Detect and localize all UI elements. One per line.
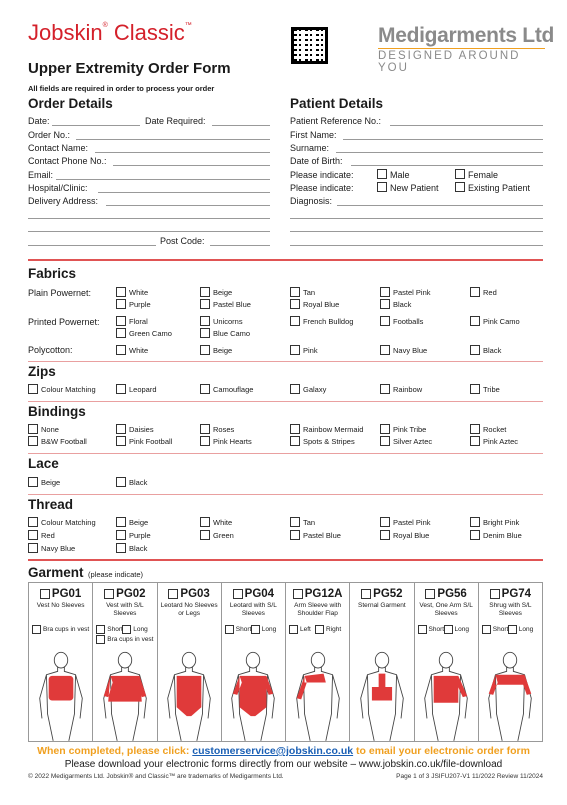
garment-heading: Garment (please indicate) <box>28 565 144 580</box>
pink-camo-label: Pink Camo <box>483 317 520 326</box>
garment-description: Arm Sleeve with Shoulder Flap <box>294 602 342 617</box>
royal-blue-label: Royal Blue <box>393 531 430 540</box>
left-option-checkbox[interactable] <box>289 625 298 634</box>
garment-code: PG03 <box>180 588 210 600</box>
tan-checkbox[interactable] <box>290 287 300 297</box>
green-camo-checkbox[interactable] <box>116 328 126 338</box>
garment-code: PG01 <box>51 588 82 600</box>
hospital-label: Hospital/Clinic: <box>28 183 88 193</box>
surname-field[interactable] <box>336 152 543 153</box>
patient-details-heading: Patient Details <box>290 96 384 111</box>
thread-heading: Thread <box>28 497 74 512</box>
dob-label: Date of Birth: <box>290 156 343 166</box>
pastel-pink-label: Pastel Pink <box>393 288 431 297</box>
garment-description: Sternal Garment <box>358 602 406 609</box>
option-label: Long <box>261 626 277 633</box>
rainbow-mermaid-label: Rainbow Mermaid <box>303 425 364 434</box>
delivery-line-2[interactable] <box>28 218 270 219</box>
navy-blue-label: Navy Blue <box>393 346 428 355</box>
female-checkbox[interactable] <box>455 169 465 179</box>
company-name: Medigarments Ltd <box>378 24 555 47</box>
pastel-pink-checkbox[interactable] <box>380 517 390 527</box>
pink-tribe-checkbox[interactable] <box>380 424 390 434</box>
body-figure-icon <box>33 651 89 741</box>
garment-pg04 <box>222 583 286 741</box>
body-figure-icon <box>161 651 217 741</box>
new-patient-checkbox[interactable] <box>377 182 387 192</box>
date-required-field[interactable] <box>212 125 270 126</box>
pink-label: Pink <box>303 346 318 355</box>
body-figure-icon <box>482 651 538 741</box>
copyright: © 2022 Medigarments Ltd. Jobskin® and Classic™ are trademarks of Medigarments Ltd. <box>28 773 284 780</box>
beige-checkbox[interactable] <box>28 477 38 487</box>
purple-label: Purple <box>129 300 151 309</box>
delivery-label: Delivery Address: <box>28 196 99 206</box>
pink-football-label: Pink Football <box>129 437 173 446</box>
pink-hearts-checkbox[interactable] <box>200 436 210 446</box>
garment-description: Leotard with S/L Sleeves <box>229 602 277 617</box>
tan-label: Tan <box>303 518 316 527</box>
green-checkbox[interactable] <box>200 530 210 540</box>
long-option-checkbox[interactable] <box>122 625 131 634</box>
first-name-label: First Name: <box>290 130 337 140</box>
section-divider <box>28 361 543 362</box>
green-camo-label: Green Camo <box>129 329 172 338</box>
order-no-label: Order No.: <box>28 130 71 140</box>
male-label: Male <box>390 170 410 180</box>
black-checkbox[interactable] <box>116 543 126 553</box>
white-label: White <box>213 518 233 527</box>
garment-code: PG56 <box>437 588 467 600</box>
short-option-checkbox[interactable] <box>418 625 427 634</box>
pg12a-checkbox[interactable] <box>293 589 303 599</box>
pg02-checkbox[interactable] <box>104 589 114 599</box>
body-figure-icon <box>418 651 474 741</box>
surname-label: Surname: <box>290 143 330 153</box>
body-figure-icon <box>225 651 281 741</box>
gender-label: Please indicate: <box>290 170 354 180</box>
delivery-line-3[interactable] <box>28 231 270 232</box>
date-required-label: Date Required: <box>145 116 206 126</box>
female-label: Female <box>468 170 499 180</box>
denim-blue-checkbox[interactable] <box>470 530 480 540</box>
unicorns-checkbox[interactable] <box>200 316 210 326</box>
tribe-label: Tribe <box>483 385 500 394</box>
pink-football-checkbox[interactable] <box>116 436 126 446</box>
beige-label: Beige <box>41 478 61 487</box>
diagnosis-line-3[interactable] <box>290 231 543 232</box>
lace-heading: Lace <box>28 456 59 471</box>
pg56-checkbox[interactable] <box>425 589 435 599</box>
hospital-field[interactable] <box>98 192 270 193</box>
plain-powernet-label: Plain Powernet: <box>28 288 92 298</box>
male-checkbox[interactable] <box>377 169 387 179</box>
patient-ref-label: Patient Reference No.: <box>290 116 382 126</box>
none-checkbox[interactable] <box>28 424 38 434</box>
garment-table <box>28 582 543 742</box>
delivery-field[interactable] <box>106 205 270 206</box>
existing-patient-label: Existing Patient <box>468 183 531 193</box>
section-divider <box>28 559 543 561</box>
patient-ref-field[interactable] <box>390 125 543 126</box>
pink-checkbox[interactable] <box>290 345 300 355</box>
contact-phone-label: Contact Phone No.: <box>28 156 107 166</box>
red-checkbox[interactable] <box>28 530 38 540</box>
required-note: All fields are required in order to process your order <box>28 84 215 93</box>
diagnosis-label: Diagnosis: <box>290 196 333 206</box>
post-code-field[interactable] <box>210 245 270 246</box>
order-details-heading: Order Details <box>28 96 113 111</box>
option-label: Long <box>518 626 534 633</box>
rocket-label: Rocket <box>483 425 507 434</box>
pastel-pink-label: Pastel Pink <box>393 518 431 527</box>
section-divider <box>28 453 543 454</box>
dob-field[interactable] <box>351 165 543 166</box>
rainbow-label: Rainbow <box>393 385 423 394</box>
body-figure-icon <box>354 651 410 741</box>
new-patient-label: New Patient <box>390 183 439 193</box>
pg03-checkbox[interactable] <box>168 589 178 599</box>
red-checkbox[interactable] <box>470 287 480 297</box>
garment-pg01 <box>29 583 93 741</box>
option-label: Left <box>300 626 311 633</box>
red-label: Red <box>483 288 497 297</box>
pink-aztec-label: Pink Aztec <box>483 437 519 446</box>
option-label: Short <box>235 626 252 633</box>
garment-pg74 <box>479 583 542 741</box>
purple-checkbox[interactable] <box>116 530 126 540</box>
long-option-checkbox[interactable] <box>508 625 517 634</box>
colour-matching-checkbox[interactable] <box>28 517 38 527</box>
garment-description: Vest, One Arm S/L Sleeves <box>419 602 473 617</box>
beige-checkbox[interactable] <box>200 345 210 355</box>
unicorns-label: Unicorns <box>213 317 243 326</box>
camouflage-checkbox[interactable] <box>200 384 210 394</box>
page-title: Upper Extremity Order Form <box>28 60 231 77</box>
rocket-checkbox[interactable] <box>470 424 480 434</box>
daisies-label: Daisies <box>129 425 154 434</box>
none-label: None <box>41 425 59 434</box>
navy-blue-label: Navy Blue <box>41 544 76 553</box>
beige-label: Beige <box>213 288 233 297</box>
floral-checkbox[interactable] <box>116 316 126 326</box>
garment-pg52 <box>350 583 414 741</box>
spots-stripes-label: Spots & Stripes <box>303 437 355 446</box>
garment-pg03 <box>158 583 222 741</box>
black-label: Black <box>393 300 412 309</box>
pink-camo-checkbox[interactable] <box>470 316 480 326</box>
beige-label: Beige <box>213 346 233 355</box>
black-label: Black <box>129 544 148 553</box>
short-option-checkbox[interactable] <box>225 625 234 634</box>
zips-heading: Zips <box>28 364 56 379</box>
floral-label: Floral <box>129 317 148 326</box>
blue-camo-checkbox[interactable] <box>200 328 210 338</box>
option-label: Bra cups in vest <box>43 626 90 633</box>
leopard-checkbox[interactable] <box>116 384 126 394</box>
pg01-checkbox[interactable] <box>40 589 50 599</box>
option-label: Short <box>107 626 123 633</box>
galaxy-label: Galaxy <box>303 385 327 394</box>
beige-label: Beige <box>129 518 149 527</box>
tribe-checkbox[interactable] <box>470 384 480 394</box>
date-field[interactable] <box>52 125 140 126</box>
garment-description: Vest with S/L Sleeves <box>106 602 144 617</box>
black-checkbox[interactable] <box>380 299 390 309</box>
date-label: Date: <box>28 116 50 126</box>
diagnosis-field[interactable] <box>337 205 543 206</box>
qr-code[interactable] <box>291 27 328 64</box>
garment-description: Leotard No Sleeves or Legs <box>160 602 218 617</box>
footballs-label: Footballs <box>393 317 424 326</box>
white-label: White <box>129 288 149 297</box>
polycotton-label: Polycotton: <box>28 345 73 355</box>
email-label: Email: <box>28 170 54 180</box>
printed-powernet-label: Printed Powernet: <box>28 317 100 327</box>
black-label: Black <box>483 346 502 355</box>
colour-matching-label: Colour Matching <box>41 518 96 527</box>
download-note: Please download your electronic forms directly from our website – www.jobskin.co.uk/file-download <box>64 759 503 770</box>
body-figure-icon <box>97 651 153 741</box>
roses-checkbox[interactable] <box>200 424 210 434</box>
pastel-blue-checkbox[interactable] <box>290 530 300 540</box>
camouflage-label: Camouflage <box>213 385 254 394</box>
garment-pg02 <box>93 583 157 741</box>
french-bulldog-label: French Bulldog <box>303 317 354 326</box>
colour-matching-checkbox[interactable] <box>28 384 38 394</box>
bra-cups-in-vest-option-checkbox[interactable] <box>32 625 41 634</box>
pink-hearts-label: Pink Hearts <box>213 437 252 446</box>
section-divider <box>28 494 543 495</box>
existing-patient-checkbox[interactable] <box>455 182 465 192</box>
royal-blue-checkbox[interactable] <box>380 530 390 540</box>
blue-camo-label: Blue Camo <box>213 329 251 338</box>
body-figure-icon <box>290 651 346 741</box>
option-label: Long <box>454 626 469 633</box>
option-label: Right <box>326 626 342 633</box>
b-w-football-checkbox[interactable] <box>28 436 38 446</box>
garment-code: PG02 <box>116 588 146 600</box>
footer-instruction: When completed, please click: customerservice@jobskin.co.uk to email your electronic order form <box>37 745 530 757</box>
company-tagline: DESIGNED AROUND YOU <box>378 48 545 74</box>
order-no-field[interactable] <box>76 139 270 140</box>
pink-tribe-label: Pink Tribe <box>393 425 427 434</box>
diagnosis-line-4[interactable] <box>290 245 543 246</box>
pg74-checkbox[interactable] <box>490 589 500 599</box>
email-link[interactable]: customerservice@jobskin.co.uk <box>192 745 354 757</box>
option-label: Short <box>428 626 445 633</box>
garment-pg12a <box>286 583 350 741</box>
pg04-checkbox[interactable] <box>233 589 243 599</box>
roses-label: Roses <box>213 425 235 434</box>
diagnosis-line-2[interactable] <box>290 218 543 219</box>
white-label: White <box>129 346 149 355</box>
delivery-line-4[interactable] <box>28 245 156 246</box>
beige-checkbox[interactable] <box>116 517 126 527</box>
post-code-label: Post Code: <box>160 236 205 246</box>
black-checkbox[interactable] <box>116 477 126 487</box>
page-ref: Page 1 of 3 JSIFU207-V1 11/2022 Review 11/2024 <box>396 773 543 780</box>
long-option-checkbox[interactable] <box>444 625 453 634</box>
garment-description: Shrug with S/L Sleeves <box>489 602 532 617</box>
b-w-football-label: B&W Football <box>41 437 87 446</box>
email-field[interactable] <box>56 179 270 180</box>
garment-code: PG12A <box>304 588 343 600</box>
white-checkbox[interactable] <box>116 287 126 297</box>
french-bulldog-checkbox[interactable] <box>290 316 300 326</box>
right-option-checkbox[interactable] <box>315 625 324 634</box>
section-divider <box>28 259 543 261</box>
black-checkbox[interactable] <box>470 345 480 355</box>
red-label: Red <box>41 531 55 540</box>
brand-logo: Jobskin® Classic™ <box>28 20 192 45</box>
patient-type-label: Please indicate: <box>290 183 354 193</box>
silver-aztec-checkbox[interactable] <box>380 436 390 446</box>
royal-blue-label: Royal Blue <box>303 300 340 309</box>
black-label: Black <box>129 478 148 487</box>
leopard-label: Leopard <box>129 385 157 394</box>
purple-checkbox[interactable] <box>116 299 126 309</box>
garment-pg56 <box>415 583 479 741</box>
purple-label: Purple <box>129 531 151 540</box>
white-checkbox[interactable] <box>200 517 210 527</box>
option-label: Short <box>492 626 509 633</box>
contact-name-field[interactable] <box>95 152 270 153</box>
footballs-checkbox[interactable] <box>380 316 390 326</box>
navy-blue-checkbox[interactable] <box>380 345 390 355</box>
bra-cups-in-vest-option-checkbox[interactable] <box>96 635 105 644</box>
long-option-checkbox[interactable] <box>251 625 260 634</box>
garment-code: PG04 <box>244 588 275 600</box>
garment-description: Vest No Sleeves <box>36 602 85 609</box>
contact-name-label: Contact Name: <box>28 143 89 153</box>
section-divider <box>28 401 543 402</box>
option-label: Bra cups in vest <box>107 636 154 643</box>
galaxy-checkbox[interactable] <box>290 384 300 394</box>
silver-aztec-label: Silver Aztec <box>393 437 433 446</box>
tan-label: Tan <box>303 288 316 297</box>
navy-blue-checkbox[interactable] <box>28 543 38 553</box>
rainbow-mermaid-checkbox[interactable] <box>290 424 300 434</box>
pastel-blue-checkbox[interactable] <box>200 299 210 309</box>
bindings-heading: Bindings <box>28 404 86 419</box>
contact-phone-field[interactable] <box>113 165 270 166</box>
first-name-field[interactable] <box>343 139 543 140</box>
beige-checkbox[interactable] <box>200 287 210 297</box>
pink-aztec-checkbox[interactable] <box>470 436 480 446</box>
pastel-pink-checkbox[interactable] <box>380 287 390 297</box>
garment-code: PG52 <box>373 588 403 600</box>
garment-code: PG74 <box>501 588 532 600</box>
tan-checkbox[interactable] <box>290 517 300 527</box>
spots-stripes-checkbox[interactable] <box>290 436 300 446</box>
green-label: Green <box>213 531 234 540</box>
colour-matching-label: Colour Matching <box>41 385 96 394</box>
short-option-checkbox[interactable] <box>96 625 105 634</box>
royal-blue-checkbox[interactable] <box>290 299 300 309</box>
white-checkbox[interactable] <box>116 345 126 355</box>
fabrics-heading: Fabrics <box>28 266 77 281</box>
short-option-checkbox[interactable] <box>482 625 491 634</box>
pastel-blue-label: Pastel Blue <box>303 531 341 540</box>
rainbow-checkbox[interactable] <box>380 384 390 394</box>
bright-pink-label: Bright Pink <box>483 518 520 527</box>
pg52-checkbox[interactable] <box>361 589 371 599</box>
daisies-checkbox[interactable] <box>116 424 126 434</box>
option-label: Long <box>133 626 148 633</box>
denim-blue-label: Denim Blue <box>483 531 522 540</box>
bright-pink-checkbox[interactable] <box>470 517 480 527</box>
pastel-blue-label: Pastel Blue <box>213 300 251 309</box>
